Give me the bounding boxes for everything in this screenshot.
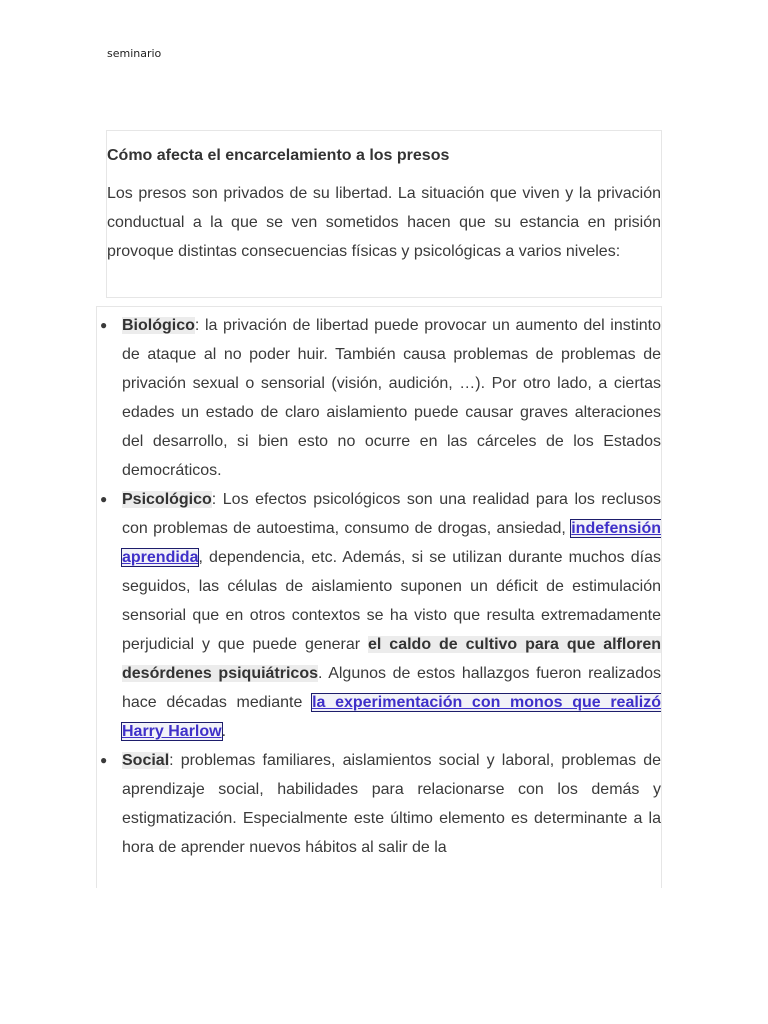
item-text: . — [221, 723, 227, 740]
effects-list-section — [96, 306, 662, 888]
item-text: . Algunos de estos hallazgos fueron realizados hace décadas mediante — [122, 665, 661, 711]
term-biologico: Biológico — [122, 317, 195, 334]
item-text: : la privación de libertad puede provocar un aumento del instinto de ataque al no poder huir. También causa problemas de problemas de privación sexual o sensorial (visión, audición, …). Por otro lado, a ciertas edades un estado de claro aislamiento puede causar graves alteraciones del desarrollo, si bien esto no ocurre en las cárceles de los Estados democráticos. — [122, 317, 661, 479]
section-title: Cómo afecta el encarcelamiento a los presos — [107, 147, 450, 164]
link-indefension-aprendida[interactable]: indefensión aprendida — [122, 520, 661, 566]
item-text: : Los efectos psicológicos son una realidad para los reclusos con problemas de autoestima, consumo de drogas, ansiedad, — [122, 491, 661, 537]
term-psicologico: Psicológico — [122, 491, 212, 508]
bold-phrase: el caldo de cultivo para que alfloren desórdenes psiquiátricos — [122, 636, 661, 682]
bullet-icon: ● — [100, 753, 108, 767]
document-header-label: seminario — [107, 47, 162, 60]
bullet-icon: ● — [100, 492, 108, 506]
item-text: , dependencia, etc. Además, si se utilizan durante muchos días seguidos, las células de aislamiento suponen un déficit de estimulación sensorial que en otros contextos se ha visto que resulta extremadamente perjudicial y que puede generar — [122, 549, 661, 653]
link-harry-harlow[interactable]: la experimentación con monos que realizó Harry Harlow — [122, 694, 662, 740]
list-item-social — [97, 746, 661, 862]
item-text: : problemas familiares, aislamientos social y laboral, problemas de aprendizaje social, habilidades para relacionarse con los demás y estigmatización. Especialmente este último elemento es determinante a la hora de aprender nuevos hábitos al salir de la — [122, 752, 661, 856]
list-item-psicologico — [97, 485, 661, 746]
intro-section — [106, 130, 662, 298]
intro-paragraph: Los presos son privados de su libertad. La situación que viven y la privación conductual a la que se ven sometidos hacen que su estancia en prisión provoque distintas consecuencias físicas y psicológicas a varios niveles: — [107, 185, 661, 260]
list-item-biologico — [97, 311, 661, 485]
bullet-icon: ● — [100, 318, 108, 332]
effects-list — [97, 307, 661, 862]
term-social: Social — [122, 752, 170, 769]
